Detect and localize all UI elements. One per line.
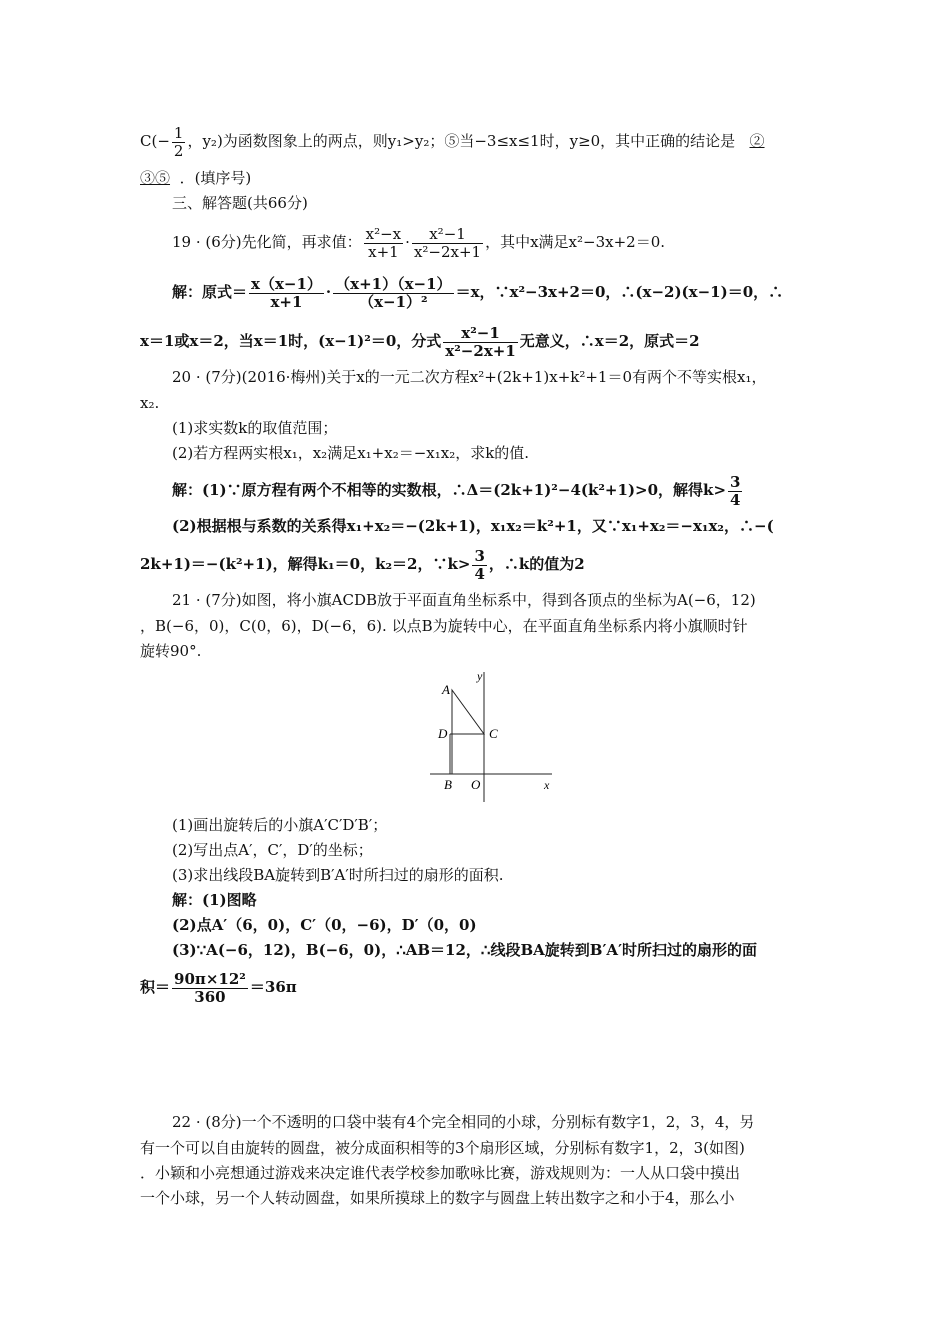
- answer-blank-cont: ③⑤: [140, 169, 171, 187]
- q21-part1: (1)画出旋转后的小旗A′C′D′B′；: [172, 816, 388, 834]
- q21-part3: (3)求出线段BA旋转到B′A′时所扫过的扇形的面积.: [172, 866, 504, 884]
- q21-part2: (2)写出点A′，C′，D′的坐标；: [172, 841, 373, 859]
- q21-line2: ，B(−6，0)，C(0，6)，D(−6，6). 以点B为旋转中心，在平面直角坐标系内将小旗顺时针: [140, 617, 748, 635]
- label-b: B: [444, 777, 452, 792]
- label-y: y: [477, 669, 483, 683]
- label-a: A: [442, 682, 450, 697]
- q21-solution-1: 解：(1)图略: [172, 891, 257, 909]
- section-heading: 三、解答题(共66分): [172, 194, 308, 212]
- q20-line1: 20 · (7分)(2016·梅州)关于x的一元二次方程x²+(2k+1)x+k²+1＝0有两个不等实根x₁，: [172, 368, 767, 386]
- fraction-one-half: $\frac{1}{2}$: [173, 123, 184, 160]
- q22-line2: 有一个可以自由旋转的圆盘，被分成面积相等的3个扇形区域，分别标有数字1，2，3(如图): [140, 1139, 745, 1157]
- q20-solution-2: (2)根据根与系数的关系得x₁+x₂＝−(2k+1)，x₁x₂＝k²+1，又∵x₁+x₂＝−x₁x₂，∴−(: [172, 517, 774, 535]
- q18-line2: ③⑤ ．(填序号): [140, 169, 252, 187]
- q20-solution-1: 解：(1)∵原方程有两个不相等的实数根，∴Δ＝(2k+1)²−4(k²+1)>0，解得k> $\frac{3}{4}$: [172, 472, 741, 509]
- q19-solution-2: x＝1或x＝2，当x＝1时，(x−1)²＝0，分式 $\frac{\text{x²−1}}{\text{x²−2x+1}}$ 无意义，∴x＝2，原式＝2: [140, 323, 700, 360]
- q20-part2: (2)若方程两实根x₁，x₂满足x₁+x₂＝−x₁x₂，求k的值.: [172, 444, 530, 462]
- q21-line1: 21 · (7分)如图，将小旗ACDB放于平面直角坐标系中，得到各顶点的坐标为A(−6，12): [172, 591, 756, 609]
- q21-line3: 旋转90°.: [140, 642, 202, 660]
- q22-line3: ．小颖和小亮想通过游戏来决定谁代表学校参加歌咏比赛，游戏规则为：一人从口袋中摸出: [140, 1164, 741, 1182]
- q22-line1: 22 · (8分)一个不透明的口袋中装有4个完全相同的小球，分别标有数字1，2，3，4，另: [172, 1113, 755, 1131]
- label-d: D: [438, 726, 448, 741]
- q21-solution-2: (2)点A′（6，0)，C′（0，−6)，D′（0，0): [172, 916, 477, 934]
- q22-line4: 一个小球，另一个人转动圆盘，如果所摸球上的数字与圆盘上转出数字之和小于4，那么小: [140, 1189, 735, 1207]
- flag-triangle: [452, 690, 484, 734]
- q18-line1: C(− $\frac{1}{2}$ ，y₂)为函数图象上的两点，则y₁>y₂；⑤当−3≤x≤1时，y≥0，其中正确的结论是 ②: [140, 123, 765, 160]
- label-x: x: [544, 778, 550, 792]
- q21-solution-3: (3)∵A(−6，12)，B(−6，0)，∴AB＝12，∴线段BA旋转到B′A′时所扫过的扇形的面: [172, 941, 758, 959]
- label-c: C: [489, 726, 498, 741]
- q20-solution-3: 2k+1)＝−(k²+1)，解得k₁＝0，k₂＝2，∵k> $\frac{3}{4}$ ，∴k的值为2: [140, 546, 585, 583]
- q20-line2: x₂.: [140, 394, 160, 412]
- q19-solution-1: 解：原式＝ $\frac{x(x-1)}{x+1}$ · $\frac{(x+1)(x-1)}{\text{（x−1）²}}$ ＝x，∵x²−3x+2＝0，∴(x−2)(x−1)＝0，∴: [172, 274, 784, 311]
- label-o: O: [471, 777, 481, 792]
- q21-solution-4: 积＝ $\frac{\text{90π×12²}}{360}$ ＝36π: [140, 969, 297, 1006]
- q19-question: 19 · (6分)先化简，再求值： $\frac{\text{x²−x}}{x+1}$ · $\frac{\text{x²−1}}{\text{x²−2x+1}}$ ，其中x满足x²−3x+2＝0.: [172, 224, 666, 261]
- answer-blank: ②: [749, 132, 765, 150]
- flag-coordinate-figure: [420, 668, 560, 808]
- q20-part1: (1)求实数k的取值范围；: [172, 419, 338, 437]
